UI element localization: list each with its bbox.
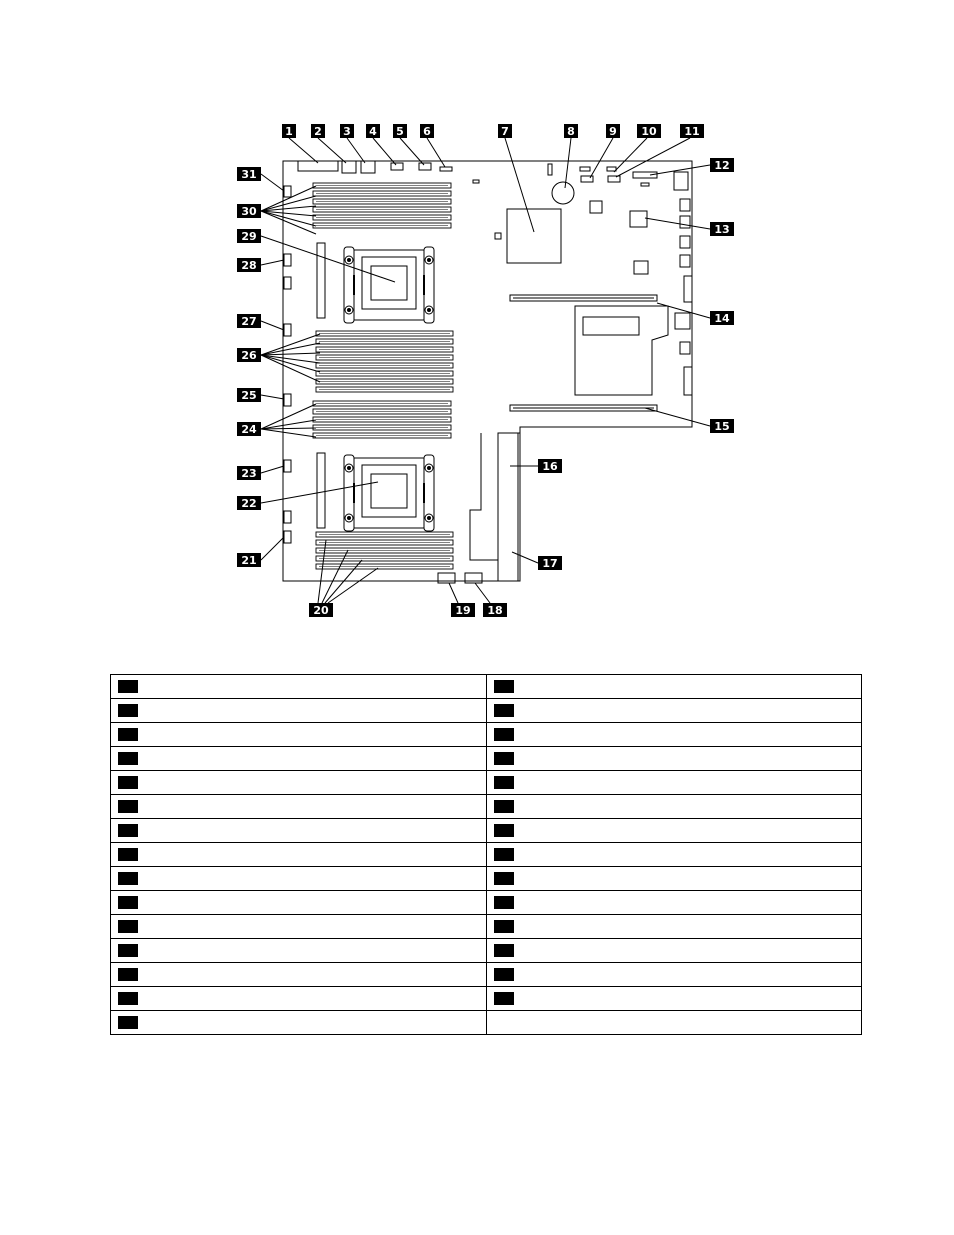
callout-marker-icon <box>118 944 138 957</box>
leader-line <box>347 138 365 163</box>
callout-1 <box>282 124 296 138</box>
callout-24 <box>237 422 261 436</box>
leader-line <box>261 321 284 330</box>
legend-row <box>111 939 862 963</box>
callout-28 <box>237 258 261 272</box>
callout-marker-icon <box>494 896 514 909</box>
callout-marker-icon <box>118 728 138 741</box>
leader-line <box>289 138 318 163</box>
legend-row <box>111 867 862 891</box>
callout-number: 3 <box>343 125 351 138</box>
callout-number: 8 <box>567 125 575 138</box>
legend-table <box>110 674 862 1035</box>
callout-4 <box>366 124 380 138</box>
callout-2 <box>311 124 325 138</box>
callout-marker-icon <box>494 680 514 693</box>
legend-cell-left <box>111 795 487 819</box>
legend-cell-right <box>486 795 862 819</box>
legend-cell-left <box>111 891 487 915</box>
callout-marker-icon <box>494 920 514 933</box>
callout-3 <box>340 124 354 138</box>
callout-7 <box>498 124 512 138</box>
callout-marker-icon <box>494 968 514 981</box>
legend-cell-right <box>486 987 862 1011</box>
legend-cell-right <box>486 819 862 843</box>
callout-number: 13 <box>714 223 730 236</box>
callout-marker-icon <box>118 992 138 1005</box>
legend-cell-left <box>111 963 487 987</box>
callout-marker-icon <box>118 800 138 813</box>
callout-marker-icon <box>118 824 138 837</box>
legend-cell-right <box>486 891 862 915</box>
legend-row <box>111 987 862 1011</box>
legend-cell-right <box>486 939 862 963</box>
callout-marker-icon <box>118 872 138 885</box>
legend-cell-left <box>111 987 487 1011</box>
callout-marker-icon <box>118 704 138 717</box>
callout-marker-icon <box>118 680 138 693</box>
leader-line <box>261 260 284 265</box>
legend-row <box>111 963 862 987</box>
callout-11 <box>680 124 704 138</box>
callout-29 <box>237 229 261 243</box>
legend-cell-right <box>486 675 862 699</box>
leader-line <box>449 583 458 603</box>
legend-cell-right <box>486 843 862 867</box>
callout-number: 30 <box>241 205 257 218</box>
legend-row <box>111 819 862 843</box>
callout-27 <box>237 314 261 328</box>
callout-number: 29 <box>241 230 257 243</box>
callout-number: 16 <box>542 460 558 473</box>
legend-row <box>111 915 862 939</box>
legend-cell-right <box>486 747 862 771</box>
callout-number: 21 <box>241 554 257 567</box>
legend-row <box>111 747 862 771</box>
cpu-socket <box>344 247 434 323</box>
legend-cell-left <box>111 771 487 795</box>
legend-cell-left <box>111 915 487 939</box>
callout-marker-icon <box>118 920 138 933</box>
callout-number: 28 <box>241 259 257 272</box>
legend-cell-right <box>486 771 862 795</box>
legend-cell-left <box>111 1011 487 1035</box>
callout-marker-icon <box>494 704 514 717</box>
callout-marker-icon <box>494 752 514 765</box>
callout-number: 26 <box>241 349 257 362</box>
legend-row <box>111 891 862 915</box>
callout-8 <box>564 124 578 138</box>
callout-marker-icon <box>118 1016 138 1029</box>
callout-number: 2 <box>314 125 322 138</box>
callout-marker-icon <box>118 896 138 909</box>
callout-number: 22 <box>241 497 257 510</box>
callout-number: 14 <box>714 312 730 325</box>
callout-20 <box>309 603 333 617</box>
legend-row <box>111 771 862 795</box>
callout-marker-icon <box>494 800 514 813</box>
callout-number: 4 <box>369 125 377 138</box>
callout-marker-icon <box>494 776 514 789</box>
callout-number: 31 <box>241 168 257 181</box>
callout-number: 1 <box>285 125 293 138</box>
callout-12 <box>710 158 734 172</box>
legend-cell-left <box>111 843 487 867</box>
leader-line <box>261 395 284 399</box>
legend-cell-right <box>486 1011 862 1035</box>
legend-cell-right <box>486 699 862 723</box>
legend-cell-right <box>486 963 862 987</box>
callout-number: 5 <box>396 125 404 138</box>
callout-marker-icon <box>494 872 514 885</box>
callout-marker-icon <box>494 992 514 1005</box>
callout-marker-icon <box>118 968 138 981</box>
callout-14 <box>710 311 734 325</box>
callout-number: 15 <box>714 420 730 433</box>
legend-row <box>111 723 862 747</box>
callout-number: 27 <box>241 315 257 328</box>
callout-6 <box>420 124 434 138</box>
callout-17 <box>538 556 562 570</box>
callout-number: 10 <box>641 125 657 138</box>
callout-number: 19 <box>455 604 471 617</box>
callout-10 <box>637 124 661 138</box>
leader-line <box>475 583 490 603</box>
callout-number: 11 <box>684 125 700 138</box>
callout-marker-icon <box>118 848 138 861</box>
callout-18 <box>483 603 507 617</box>
callout-31 <box>237 167 261 181</box>
callout-19 <box>451 603 475 617</box>
callout-marker-icon <box>494 848 514 861</box>
legend-row <box>111 795 862 819</box>
legend-cell-right <box>486 723 862 747</box>
callout-23 <box>237 466 261 480</box>
legend-cell-left <box>111 747 487 771</box>
leader-line <box>261 466 284 473</box>
legend-row <box>111 675 862 699</box>
leader-line <box>261 537 284 560</box>
callout-22 <box>237 496 261 510</box>
callout-marker-icon <box>494 824 514 837</box>
callout-number: 20 <box>313 604 329 617</box>
callout-number: 6 <box>423 125 431 138</box>
legend-cell-left <box>111 723 487 747</box>
legend-cell-left <box>111 867 487 891</box>
leader-line <box>318 138 346 163</box>
callout-number: 18 <box>487 604 503 617</box>
callout-number: 24 <box>241 423 257 436</box>
callout-marker-icon <box>494 944 514 957</box>
callout-30 <box>237 204 261 218</box>
callout-marker-icon <box>494 728 514 741</box>
callout-13 <box>710 222 734 236</box>
legend-cell-right <box>486 867 862 891</box>
legend-cell-left <box>111 699 487 723</box>
legend-row <box>111 699 862 723</box>
callout-15 <box>710 419 734 433</box>
callout-number: 17 <box>542 557 558 570</box>
cpu-socket <box>344 455 434 531</box>
leader-line <box>261 174 284 191</box>
legend-row <box>111 843 862 867</box>
callout-16 <box>538 459 562 473</box>
legend-cell-left <box>111 819 487 843</box>
callout-5 <box>393 124 407 138</box>
callout-26 <box>237 348 261 362</box>
callout-number: 7 <box>501 125 509 138</box>
legend-cell-right <box>486 915 862 939</box>
legend-cell-left <box>111 675 487 699</box>
callout-number: 25 <box>241 389 257 402</box>
legend-row <box>111 1011 862 1035</box>
callout-number: 23 <box>241 467 257 480</box>
callout-9 <box>606 124 620 138</box>
callout-number: 9 <box>609 125 617 138</box>
callout-marker-icon <box>118 776 138 789</box>
callout-25 <box>237 388 261 402</box>
legend-cell-left <box>111 939 487 963</box>
callout-21 <box>237 553 261 567</box>
callout-number: 12 <box>714 159 730 172</box>
callout-marker-icon <box>118 752 138 765</box>
